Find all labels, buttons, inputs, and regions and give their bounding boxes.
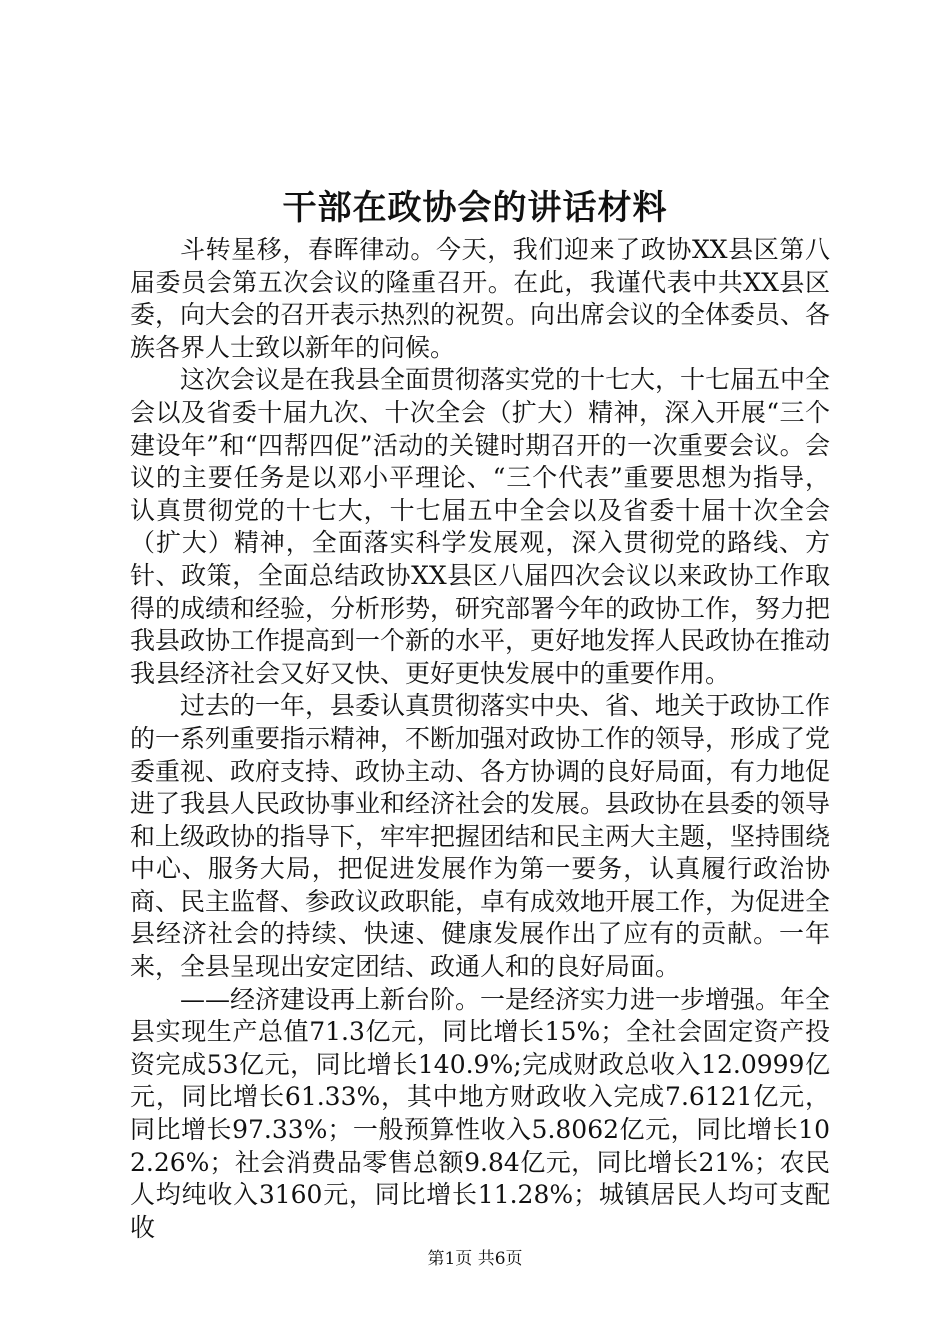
paragraph-economy: ——经济建设再上新台阶。一是经济实力进一步增强。年全县实现生产总值71.3亿元，同比增长15%；全社会固定资产投资完成53亿元，同比增长140.9%;完成财政总收入12.0999亿元，同比增长61.33%，其中地方财政收入完成7.6121亿元，同比增长97.33%；一般预算性收入5.8062亿元，同比增长102.26%；社会消费品零售总额9.84亿元，同比增长21%；农民人均纯收入3160元，同比增长11.28%；城镇居民人均可支配收 (130, 984, 831, 1242)
paragraph-opening: 斗转星移，春晖律动。今天，我们迎来了政协XX县区第八届委员会第五次会议的隆重召开。在此，我谨代表中共XX县区委，向大会的召开表示热烈的祝贺。向出席会议的全体委员、各族各界人士致以新年的问候。 (130, 235, 831, 362)
paragraph-meeting-purpose: 这次会议是在我县全面贯彻落实党的十七大，十七届五中全会以及省委十届九次、十次全会（扩大）精神，深入开展“三个建设年”和“四帮四促”活动的关键时期召开的一次重要会议。会议的主要任务是以邓小平理论、“三个代表”重要思想为指导，认真贯彻党的十七大，十七届五中全会以及省委十届十次全会（扩大）精神，全面落实科学发展观，深入贯彻党的路线、方针、政策，全面总结政协XX县区八届四次会议以来政协工作取得的成绩和经验，分析形势，研究部署今年的政协工作，努力把我县政协工作提高到一个新的水平，更好地发挥人民政协在推动我县经济社会又好又快、更好更快发展中的重要作用。 (130, 365, 831, 688)
document-title: 干部在政协会的讲话材料 (282, 188, 668, 228)
page-footer: 第1页 共6页 (427, 1249, 523, 1269)
document-body (130, 234, 830, 1244)
paragraph-past-year: 过去的一年，县委认真贯彻落实中央、省、地关于政协工作的一系列重要指示精神，不断加强对政协工作的领导，形成了党委重视、政府支持、政协主动、各方协调的良好局面，有力地促进了我县人民政协事业和经济社会的发展。县政协在县委的领导和上级政协的指导下，牢牢把握团结和民主两大主题，坚持围绕中心、服务大局，把促进发展作为第一要务，认真履行政治协商、民主监督、参政议政职能，卓有成效地开展工作，为促进全县经济社会的持续、快速、健康发展作出了应有的贡献。一年来，全县呈现出安定团结、政通人和的良好局面。 (130, 691, 831, 982)
